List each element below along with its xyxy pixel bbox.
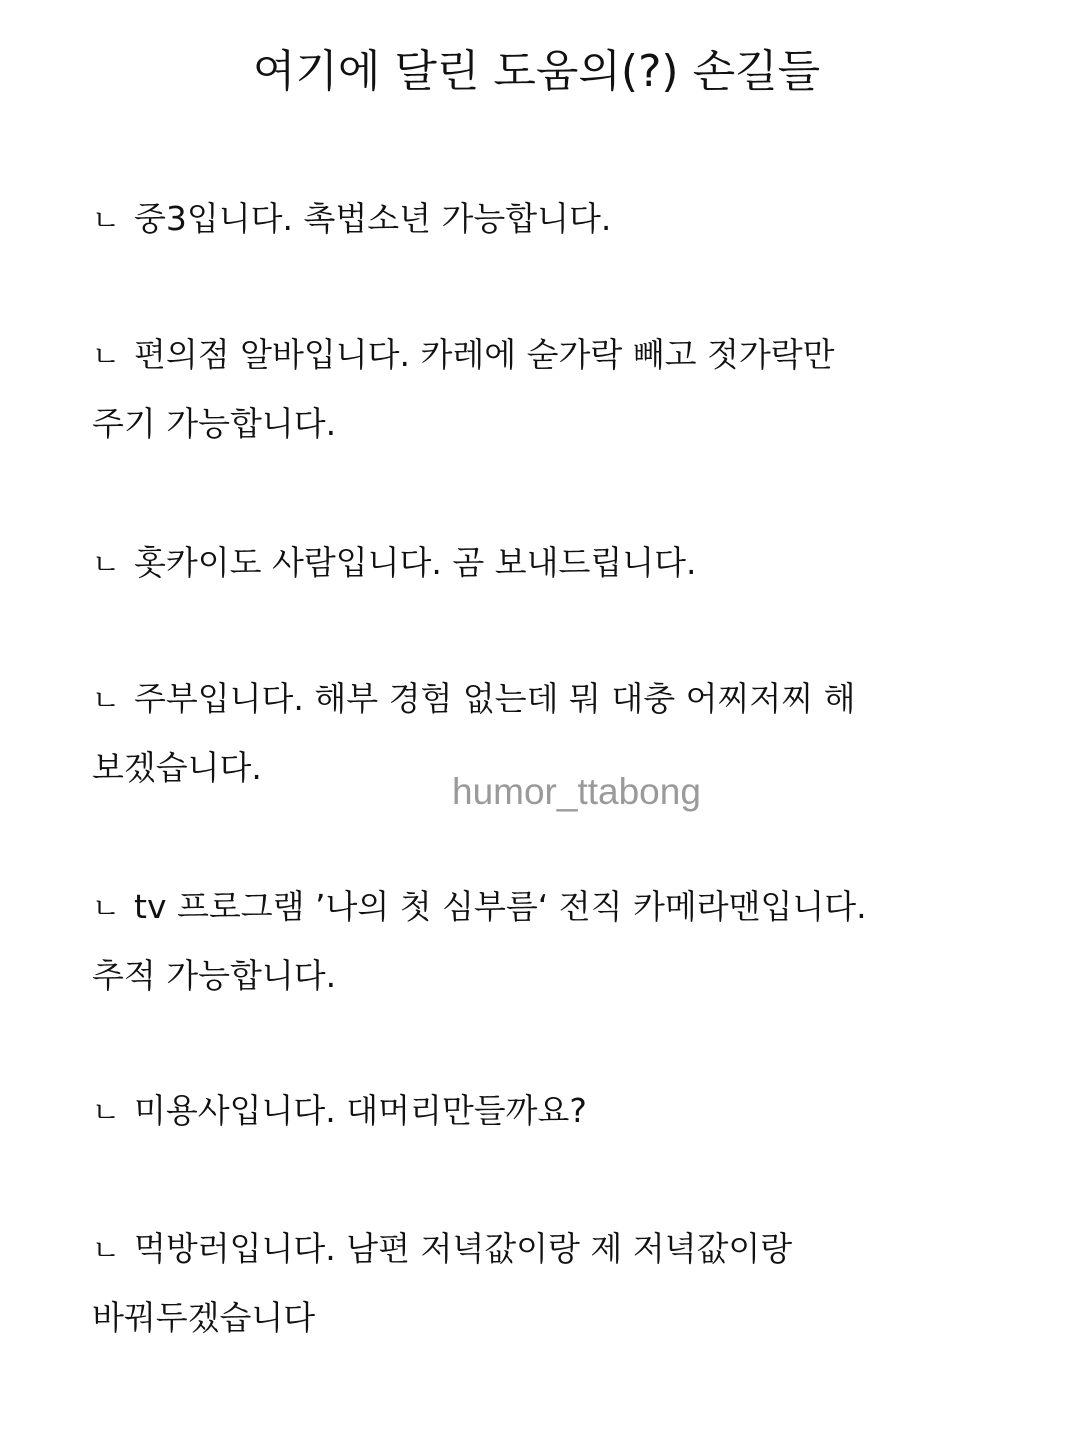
- comment-line: [92, 878, 1012, 937]
- comment-line: [92, 670, 1012, 729]
- comment-text: 홋카이도 사람입니다. 곰 보내드립니다.: [134, 543, 697, 582]
- reply-marker: ㄴ: [92, 1095, 121, 1129]
- reply-marker: ㄴ: [92, 547, 121, 581]
- comment-line: [92, 190, 1012, 249]
- reply-marker: ㄴ: [92, 203, 121, 237]
- comment-line-continued: 추적 가능합니다.: [92, 956, 337, 995]
- comment-item: [92, 1220, 1012, 1347]
- comment-text: 미용사입니다. 대머리만들까요?: [134, 1091, 587, 1130]
- comment-line-continued: 바꿔두겠습니다: [92, 1298, 316, 1337]
- comment-line: [92, 326, 1012, 385]
- comment-line-continued: 주기 가능합니다.: [92, 404, 337, 443]
- comment-text: 주부입니다. 해부 경험 없는데 뭐 대충 어찌저찌 해: [134, 679, 856, 718]
- reply-marker: ㄴ: [92, 891, 121, 925]
- comment-item: [92, 326, 1012, 453]
- comment-text: 중3입니다. 촉법소년 가능합니다.: [134, 199, 612, 238]
- comment-text: 편의점 알바입니다. 카레에 숟가락 빼고 젓가락만: [134, 335, 835, 374]
- page-title: 여기에 달린 도움의(?) 손길들: [252, 46, 821, 97]
- comment-item: [92, 1082, 1012, 1141]
- comment-line: [92, 1082, 1012, 1141]
- comment-line: [92, 534, 1012, 593]
- reply-marker: ㄴ: [92, 339, 121, 373]
- comment-text: 먹방러입니다. 남편 저녁값이랑 제 저녁값이랑: [134, 1229, 793, 1268]
- comment-item: [92, 190, 1012, 249]
- comment-item: [92, 878, 1012, 1005]
- watermark: humor_ttabong: [452, 771, 701, 812]
- comment-text: tv 프로그램 ’나의 첫 심부름‘ 전직 카메라맨입니다.: [134, 887, 867, 926]
- reply-marker: ㄴ: [92, 1233, 121, 1267]
- comment-item: [92, 534, 1012, 593]
- reply-marker: ㄴ: [92, 683, 121, 717]
- comment-line-continued: 보겠습니다.: [92, 748, 262, 787]
- comment-line: [92, 1220, 1012, 1279]
